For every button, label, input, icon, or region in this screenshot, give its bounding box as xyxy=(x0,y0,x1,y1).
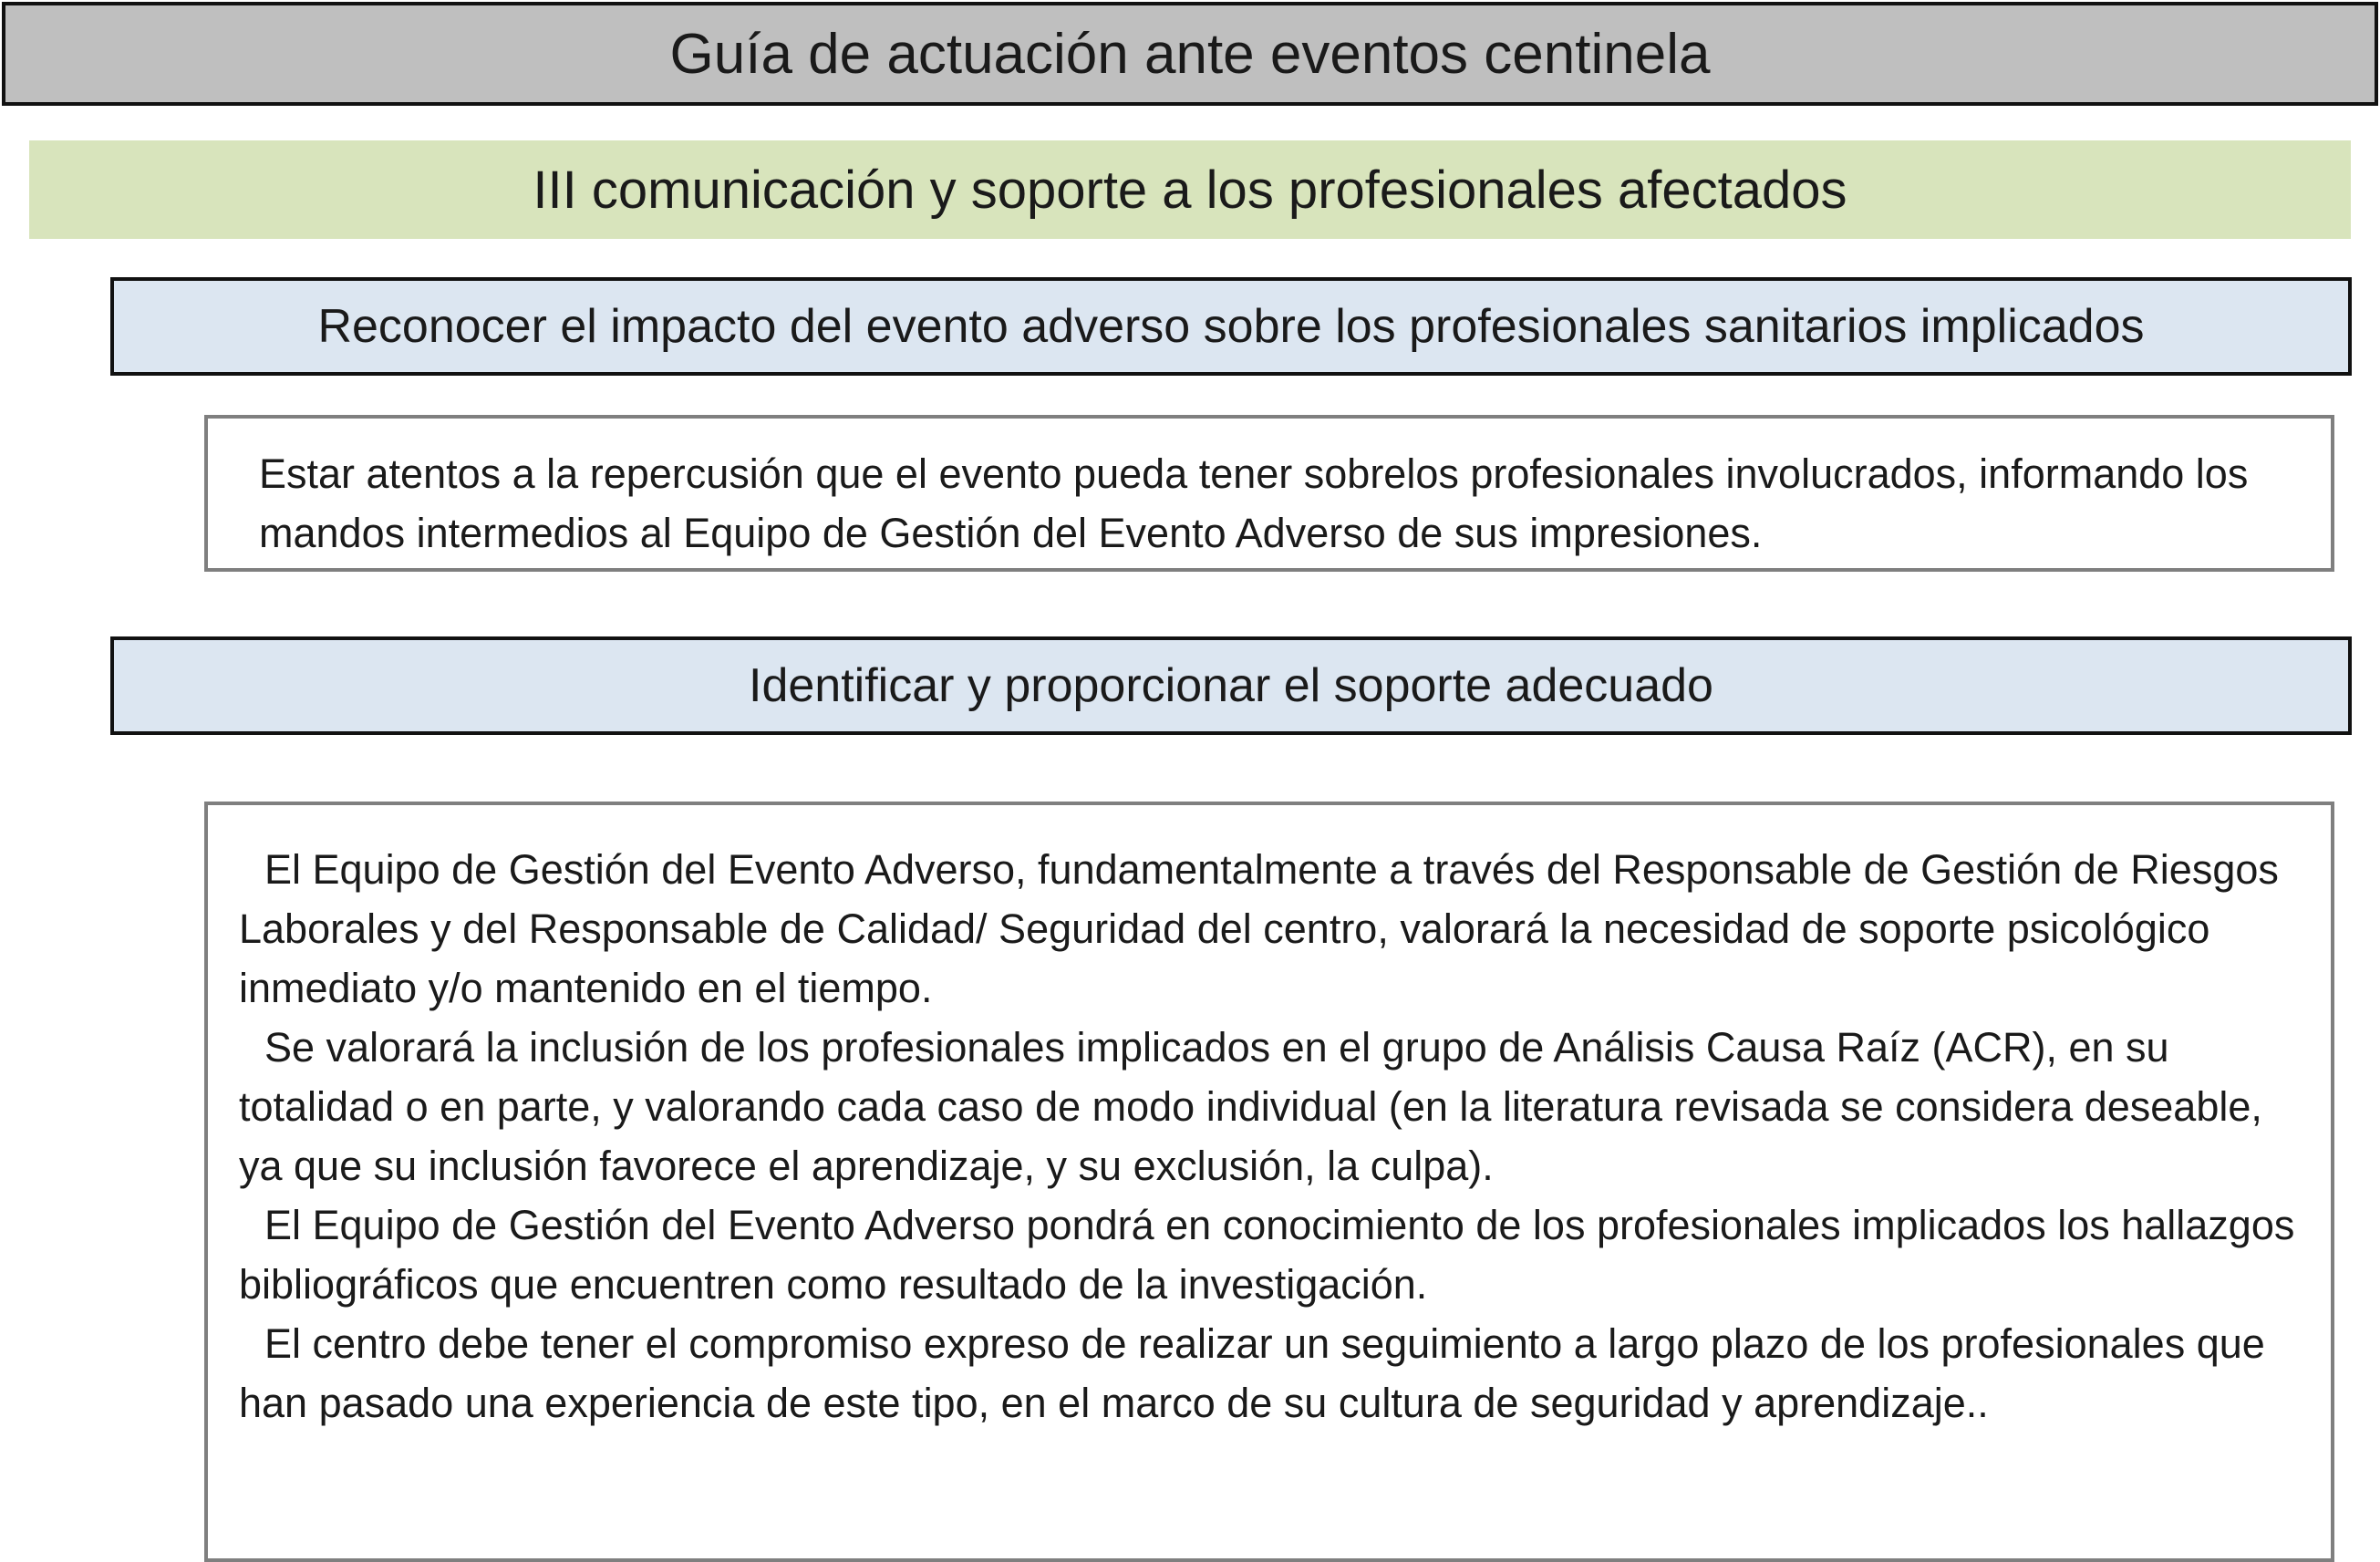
content-paragraph: El Equipo de Gestión del Evento Adverso, fundamentalmente a través del Responsable de Gestión de Riesgos Laborales y del Responsable de Calidad/ Seguridad del centro, valorará la necesidad de soporte psicológico inmediato y/o mantenido en el tiempo. xyxy=(239,846,2279,1011)
section-heading: III comunicación y soporte a los profesionales afectados xyxy=(29,140,2351,239)
content-paragraph: Se valorará la inclusión de los profesionales implicados en el grupo de Análisis Causa Raíz (ACR), en su totalidad o en parte, y valorando cada caso de modo individual (en la literatura revisada se considera deseable, ya que su inclusión favorece el aprendizaje, y su exclusión, la culpa). xyxy=(239,1024,2262,1189)
content-paragraph: El centro debe tener el compromiso expreso de realizar un seguimiento a largo plazo de los profesionales que han pasado una experiencia de este tipo, en el marco de su cultura de seguridad y aprendizaje.. xyxy=(239,1320,2265,1426)
content-paragraph: El Equipo de Gestión del Evento Adverso pondrá en conocimiento de los profesionales implicados los hallazgos bibliográficos que encuentren como resultado de la investigación. xyxy=(239,1202,2295,1308)
guide-title: Guía de actuación ante eventos centinela xyxy=(2,2,2378,106)
content-box-recognize-impact xyxy=(204,415,2334,572)
subsection-heading-recognize-impact: Reconocer el impacto del evento adverso sobre los profesionales sanitarios implicados xyxy=(110,277,2352,376)
content-paragraph: Estar atentos a la repercusión que el evento pueda tener sobrelos profesionales involucrados, informando los mandos intermedios al Equipo de Gestión del Evento Adverso de sus impresiones. xyxy=(259,450,2249,556)
subsection-heading-provide-support: Identificar y proporcionar el soporte adecuado xyxy=(110,636,2352,735)
content-box-provide-support xyxy=(204,802,2334,1562)
